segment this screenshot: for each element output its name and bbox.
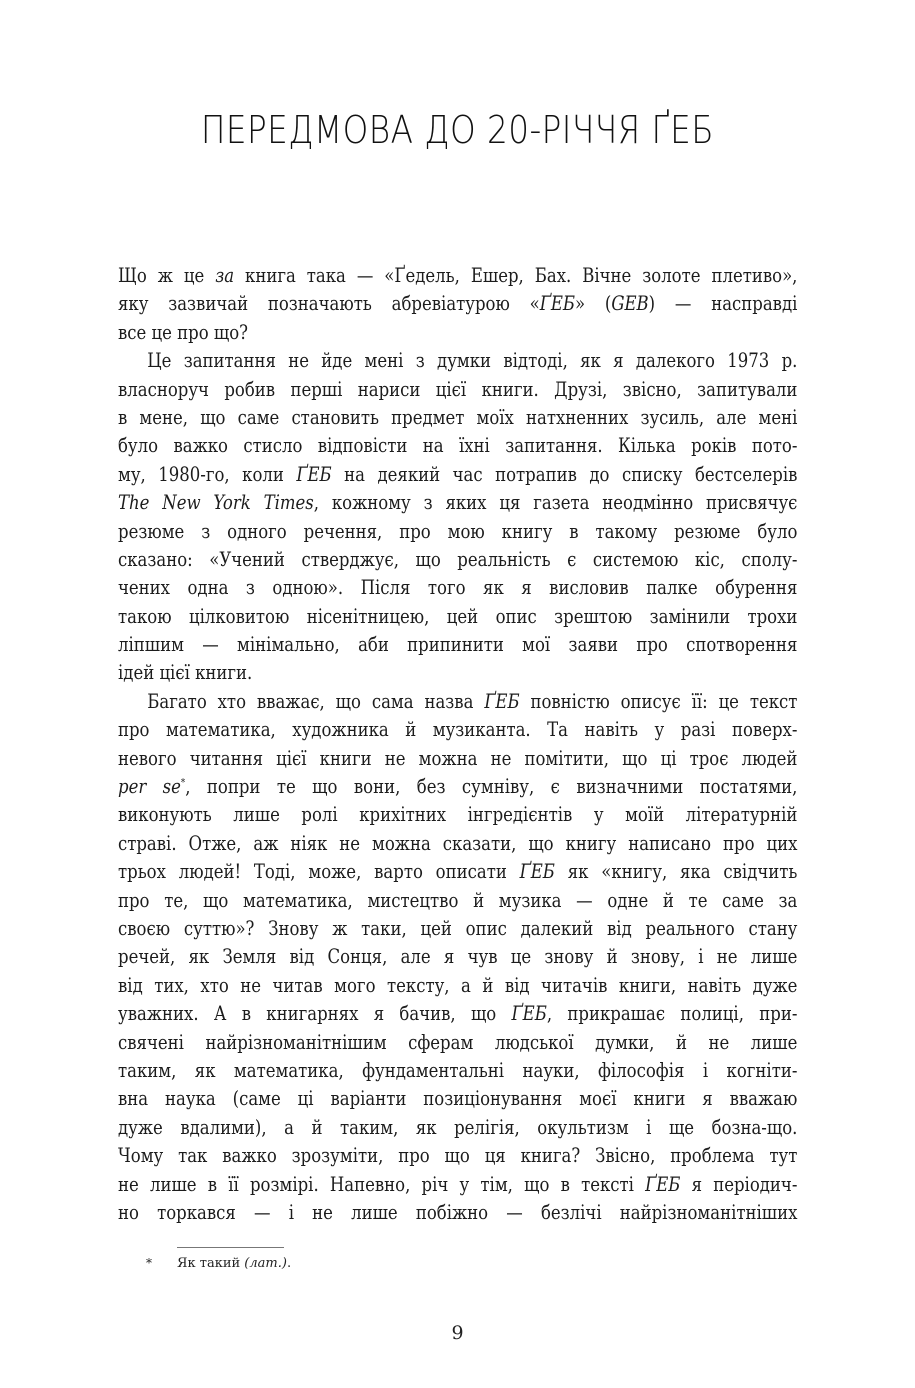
text-run: чених одна з одною». Після того як я висловив палке обурення [118,576,798,600]
italic-text: ҐЕБ [296,462,332,486]
text-run: » ( [575,292,612,316]
text-run: дуже вдалими), а й таким, як релігія, окультизм і ще бозна-що. [118,1115,798,1139]
text-run: но торкався — і не лише побіжно — безлічі найрізноманітніших [118,1200,798,1224]
text-line [118,461,797,489]
text-line [118,943,797,971]
text-line [118,347,797,375]
text-line [118,801,797,829]
text-run: , попри те що вони, без сумніву, є визначними постатями, [185,775,798,799]
italic-text: за [215,264,235,287]
text-line [118,489,797,517]
text-run: як «книгу, яка свідчить [554,860,798,884]
text-line [118,716,797,744]
italic-text: per se [118,775,181,799]
text-run: , кожному з яких ця газета неодмінно присвячує [313,491,798,515]
footnote [146,1256,291,1271]
text-line [118,830,797,858]
text-line [118,1029,797,1057]
text-run: свячені найрізноманітнішим сферам людської думки, й не лише [118,1030,798,1054]
text-run: речей, як Земля від Сонця, але я чув це знову й знову, і не лише [118,945,798,969]
footnote-reference: * [180,777,186,789]
text-line [118,1171,797,1199]
text-run: повністю описує її: це текст [519,689,798,713]
text-line [118,404,797,432]
text-line [118,1000,797,1028]
text-run: в мене, що саме становить предмет моїх натхненних зусиль, але мені [118,405,798,429]
italic-text: ҐЕБ [645,1172,681,1196]
text-run: я періодич- [680,1172,798,1196]
text-line [118,376,797,404]
text-line [118,574,797,602]
text-line [118,915,797,943]
text-run: не лише в її розмірі. Напевно, річ у тім, що в тексті [118,1172,646,1196]
chapter-title: ПЕРЕДМОВА ДО 20-РІЧЧЯ ҐЕБ [200,108,715,152]
text-run: від тих, хто не читав мого тексту, а й від читачів книги, навіть дуже [118,973,798,997]
text-run: було важко стисло відповісти на їхні запитання. Кілька років пото- [118,434,798,458]
text-line [118,1142,797,1170]
text-run: виконують лише ролі крихітних інгредієнтів у моїй літературній [118,803,798,827]
text-run: своєю суттю»? Знову ж таки, цей опис далекий від реального стану [118,916,798,940]
text-run: вна наука (саме ці варіанти позиціонування моєї книги я вважаю [118,1087,798,1111]
text-line [118,432,797,460]
italic-text: GEB [611,292,649,316]
text-line [118,290,797,318]
text-run: Що ж це [118,264,216,287]
text-line [118,262,797,290]
footnote-text-main: Як такий [177,1256,245,1271]
text-run: резюме з одного речення, про мою книгу в такому резюме було [118,519,798,543]
page-number: 9 [451,1322,464,1344]
text-line [118,972,797,1000]
footnote-divider [177,1247,284,1248]
text-run: такою цілковитою нісенітницею, цей опис зрештою замінили трохи [118,604,798,628]
text-run: ліпшим — мінімально, аби припинити мої заяви про спотворення [118,633,798,657]
text-run: власноруч робив перші нариси цієї книги. Друзі, звісно, запитували [118,377,798,401]
text-run: книга така — «Ґедель, Ешер, Бах. Вічне золоте плетиво», [234,264,798,287]
footnote-text-italic: (лат.) [244,1256,287,1271]
italic-text: ҐЕБ [484,689,520,713]
text-line [118,887,797,915]
text-run: Це запитання не йде мені з думки відтоді, як я далекого 1973 р. [147,349,798,373]
text-line [118,1085,797,1113]
italic-text: ҐЕБ [511,1002,547,1026]
footnote-text [177,1256,291,1271]
text-line [118,773,797,801]
text-run: Багато хто вважає, що сама назва [147,689,485,713]
italic-text: ҐЕБ [519,860,555,884]
text-run: трьох людей! Тоді, може, варто описати [118,860,520,884]
text-line [118,319,797,347]
text-run: невого читання цієї книги не можна не помітити, що ці троє людей [118,746,798,770]
text-line [118,659,797,687]
text-line [118,688,797,716]
footnote-text-end: . [286,1256,292,1271]
text-line [118,1114,797,1142]
text-run: уважних. А в книгарнях я бачив, що [118,1002,512,1026]
text-run: му, 1980-го, коли [118,462,297,486]
text-run: ідей цієї книги. [118,661,253,685]
text-run: таким, як математика, фундаментальні науки, філософія і когніти- [118,1058,798,1082]
text-run: сказано: «Учений стверджує, що реальність є системою кіс, сполу- [118,547,798,571]
text-line [118,1057,797,1085]
text-line [118,1199,797,1227]
text-run: ) — насправді [648,292,798,316]
text-run: Чому так важко зрозуміти, про що ця книга? Звісно, проблема тут [118,1144,798,1168]
italic-text: The New York Times [118,491,314,515]
text-line [118,518,797,546]
text-run: страві. Отже, аж ніяк не можна сказати, що книгу написано про цих [118,831,798,855]
text-run: , прикрашає полиці, при- [546,1002,798,1026]
text-line [118,603,797,631]
text-line [118,631,797,659]
text-line [118,745,797,773]
text-run: яку зазвичай позначають абревіатурою « [118,292,540,316]
text-run: про математика, художника й музиканта. Та навіть у разі поверх- [118,718,798,742]
text-run: все це про що? [118,320,249,344]
text-run: на деякий час потрапив до списку бестселерів [331,462,798,486]
italic-text: ҐЕБ [539,292,576,316]
text-line [118,858,797,886]
text-run: про те, що математика, мистецтво й музика — одне й те саме за [118,888,798,912]
body-text [118,262,798,1227]
footnote-marker: * [146,1256,152,1270]
text-line [118,546,797,574]
